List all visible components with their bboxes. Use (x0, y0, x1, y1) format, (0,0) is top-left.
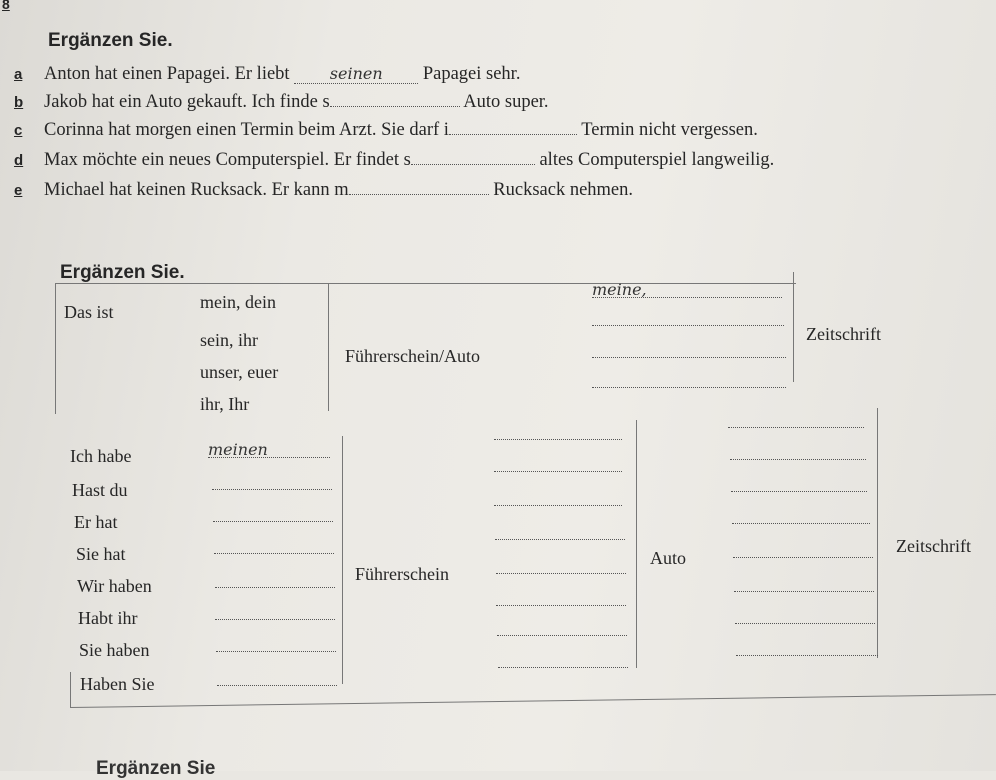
table1-answer-line[interactable] (592, 356, 786, 358)
table1-answer-line[interactable] (592, 324, 784, 326)
table2-example-answer: meinen (208, 440, 268, 459)
table1-pronoun-row: mein, dein (200, 292, 276, 312)
table1-nouns: Führerschein/Auto (345, 346, 480, 366)
table1-pronoun-row: unser, euer (200, 362, 279, 382)
item-text-after: Termin nicht vergessen. (576, 120, 758, 140)
item-answer-blank[interactable] (449, 134, 577, 135)
item-answer[interactable]: seinen (294, 64, 418, 84)
table2-subject: Sie hat (76, 544, 126, 564)
item-text-after: Rucksack nehmen. (488, 180, 634, 200)
table2-subject: Haben Sie (80, 674, 155, 694)
table1-divider (328, 283, 329, 411)
table2-answer-line[interactable] (498, 666, 628, 668)
next-exercise-title: Ergänzen Sie (96, 758, 216, 779)
table2-left-border (70, 672, 71, 708)
exercise1-title: Ergänzen Sie. (48, 30, 173, 51)
table2-divider (342, 436, 343, 684)
table2-answer-line[interactable] (736, 654, 878, 656)
table1-pronoun-row: sein, ihr (200, 330, 258, 350)
table2-answer-line[interactable] (494, 438, 622, 440)
table2-subject: Habt ihr (78, 608, 138, 628)
table2-answer-line[interactable] (495, 538, 625, 540)
table1-subject: Das ist (64, 302, 114, 322)
table2-divider (636, 420, 637, 668)
table2-answer-line[interactable] (217, 684, 337, 686)
exercise1-item-d (14, 150, 774, 171)
exercise1-item-c (14, 120, 758, 141)
item-letter: a (14, 66, 23, 83)
table1-answer-line[interactable] (592, 296, 782, 298)
table2-noun-3: Zeitschrift (896, 536, 971, 556)
table2-answer-line[interactable] (496, 572, 626, 574)
table2-bottom-border (70, 694, 996, 708)
table1-title: Ergänzen Sie. (60, 262, 185, 283)
table2-answer-line[interactable] (732, 522, 870, 524)
table2-noun-2: Auto (650, 548, 686, 568)
item-letter: d (14, 152, 24, 169)
item-text-before: Max möchte ein neues Computerspiel. Er findet s (44, 150, 411, 170)
table2-subject: Hast du (72, 480, 128, 500)
item-text-after: Auto super. (459, 92, 549, 112)
exercise1-item-e (14, 180, 633, 201)
table2-answer-line[interactable] (494, 504, 622, 506)
table2-answer-line[interactable] (215, 586, 335, 588)
item-text-before: Corinna hat morgen einen Termin beim Arzt. Sie darf i (44, 120, 449, 140)
exercise1-item-a (14, 64, 520, 85)
item-text-before: Anton hat einen Papagei. Er liebt (44, 64, 295, 84)
table2-answer-line[interactable] (497, 634, 627, 636)
item-text-before: Michael hat keinen Rucksack. Er kann m (44, 180, 349, 200)
table2-answer-line[interactable] (215, 618, 335, 620)
item-text-after: Papagei sehr. (418, 64, 521, 84)
table1-answer-line[interactable] (592, 386, 786, 388)
item-answer-blank[interactable] (330, 106, 460, 107)
exercise1-item-b (14, 92, 549, 113)
table1-example-answer: meine, (592, 280, 647, 299)
table2-answer-line[interactable] (733, 556, 873, 558)
table2-answer-line[interactable] (730, 458, 866, 460)
table2-answer-line[interactable] (208, 456, 330, 458)
table2-answer-line[interactable] (212, 488, 332, 490)
item-answer-blank[interactable] (349, 194, 489, 195)
table2-answer-line[interactable] (734, 590, 874, 592)
table2-answer-line[interactable] (494, 470, 622, 472)
table2-answer-line[interactable] (213, 520, 333, 522)
item-text-before: Jakob hat ein Auto gekauft. Ich finde s (44, 92, 330, 112)
item-text-after: altes Computerspiel langweilig. (534, 150, 775, 170)
table2-answer-line[interactable] (728, 426, 864, 428)
table2-answer-line[interactable] (735, 622, 875, 624)
table1-noun-right: Zeitschrift (806, 324, 881, 344)
table2-subject: Ich habe (70, 446, 132, 466)
table2-answer-line[interactable] (731, 490, 867, 492)
table1-pronoun-row: ihr, Ihr (200, 394, 250, 414)
table1-divider-right (793, 272, 794, 382)
item-letter: b (14, 94, 24, 111)
table2-answer-line[interactable] (216, 650, 336, 652)
table2-noun-1: Führerschein (355, 564, 449, 584)
item-letter: e (14, 182, 23, 199)
table2-subject: Sie haben (79, 640, 150, 660)
table2-subject: Wir haben (77, 576, 152, 596)
table2-divider (877, 408, 878, 658)
exercise-number: 8 (2, 0, 10, 12)
item-letter: c (14, 122, 23, 139)
item-answer-blank[interactable] (411, 164, 535, 165)
table2-subject: Er hat (74, 512, 118, 532)
table2-answer-line[interactable] (496, 604, 626, 606)
table2-answer-line[interactable] (214, 552, 334, 554)
